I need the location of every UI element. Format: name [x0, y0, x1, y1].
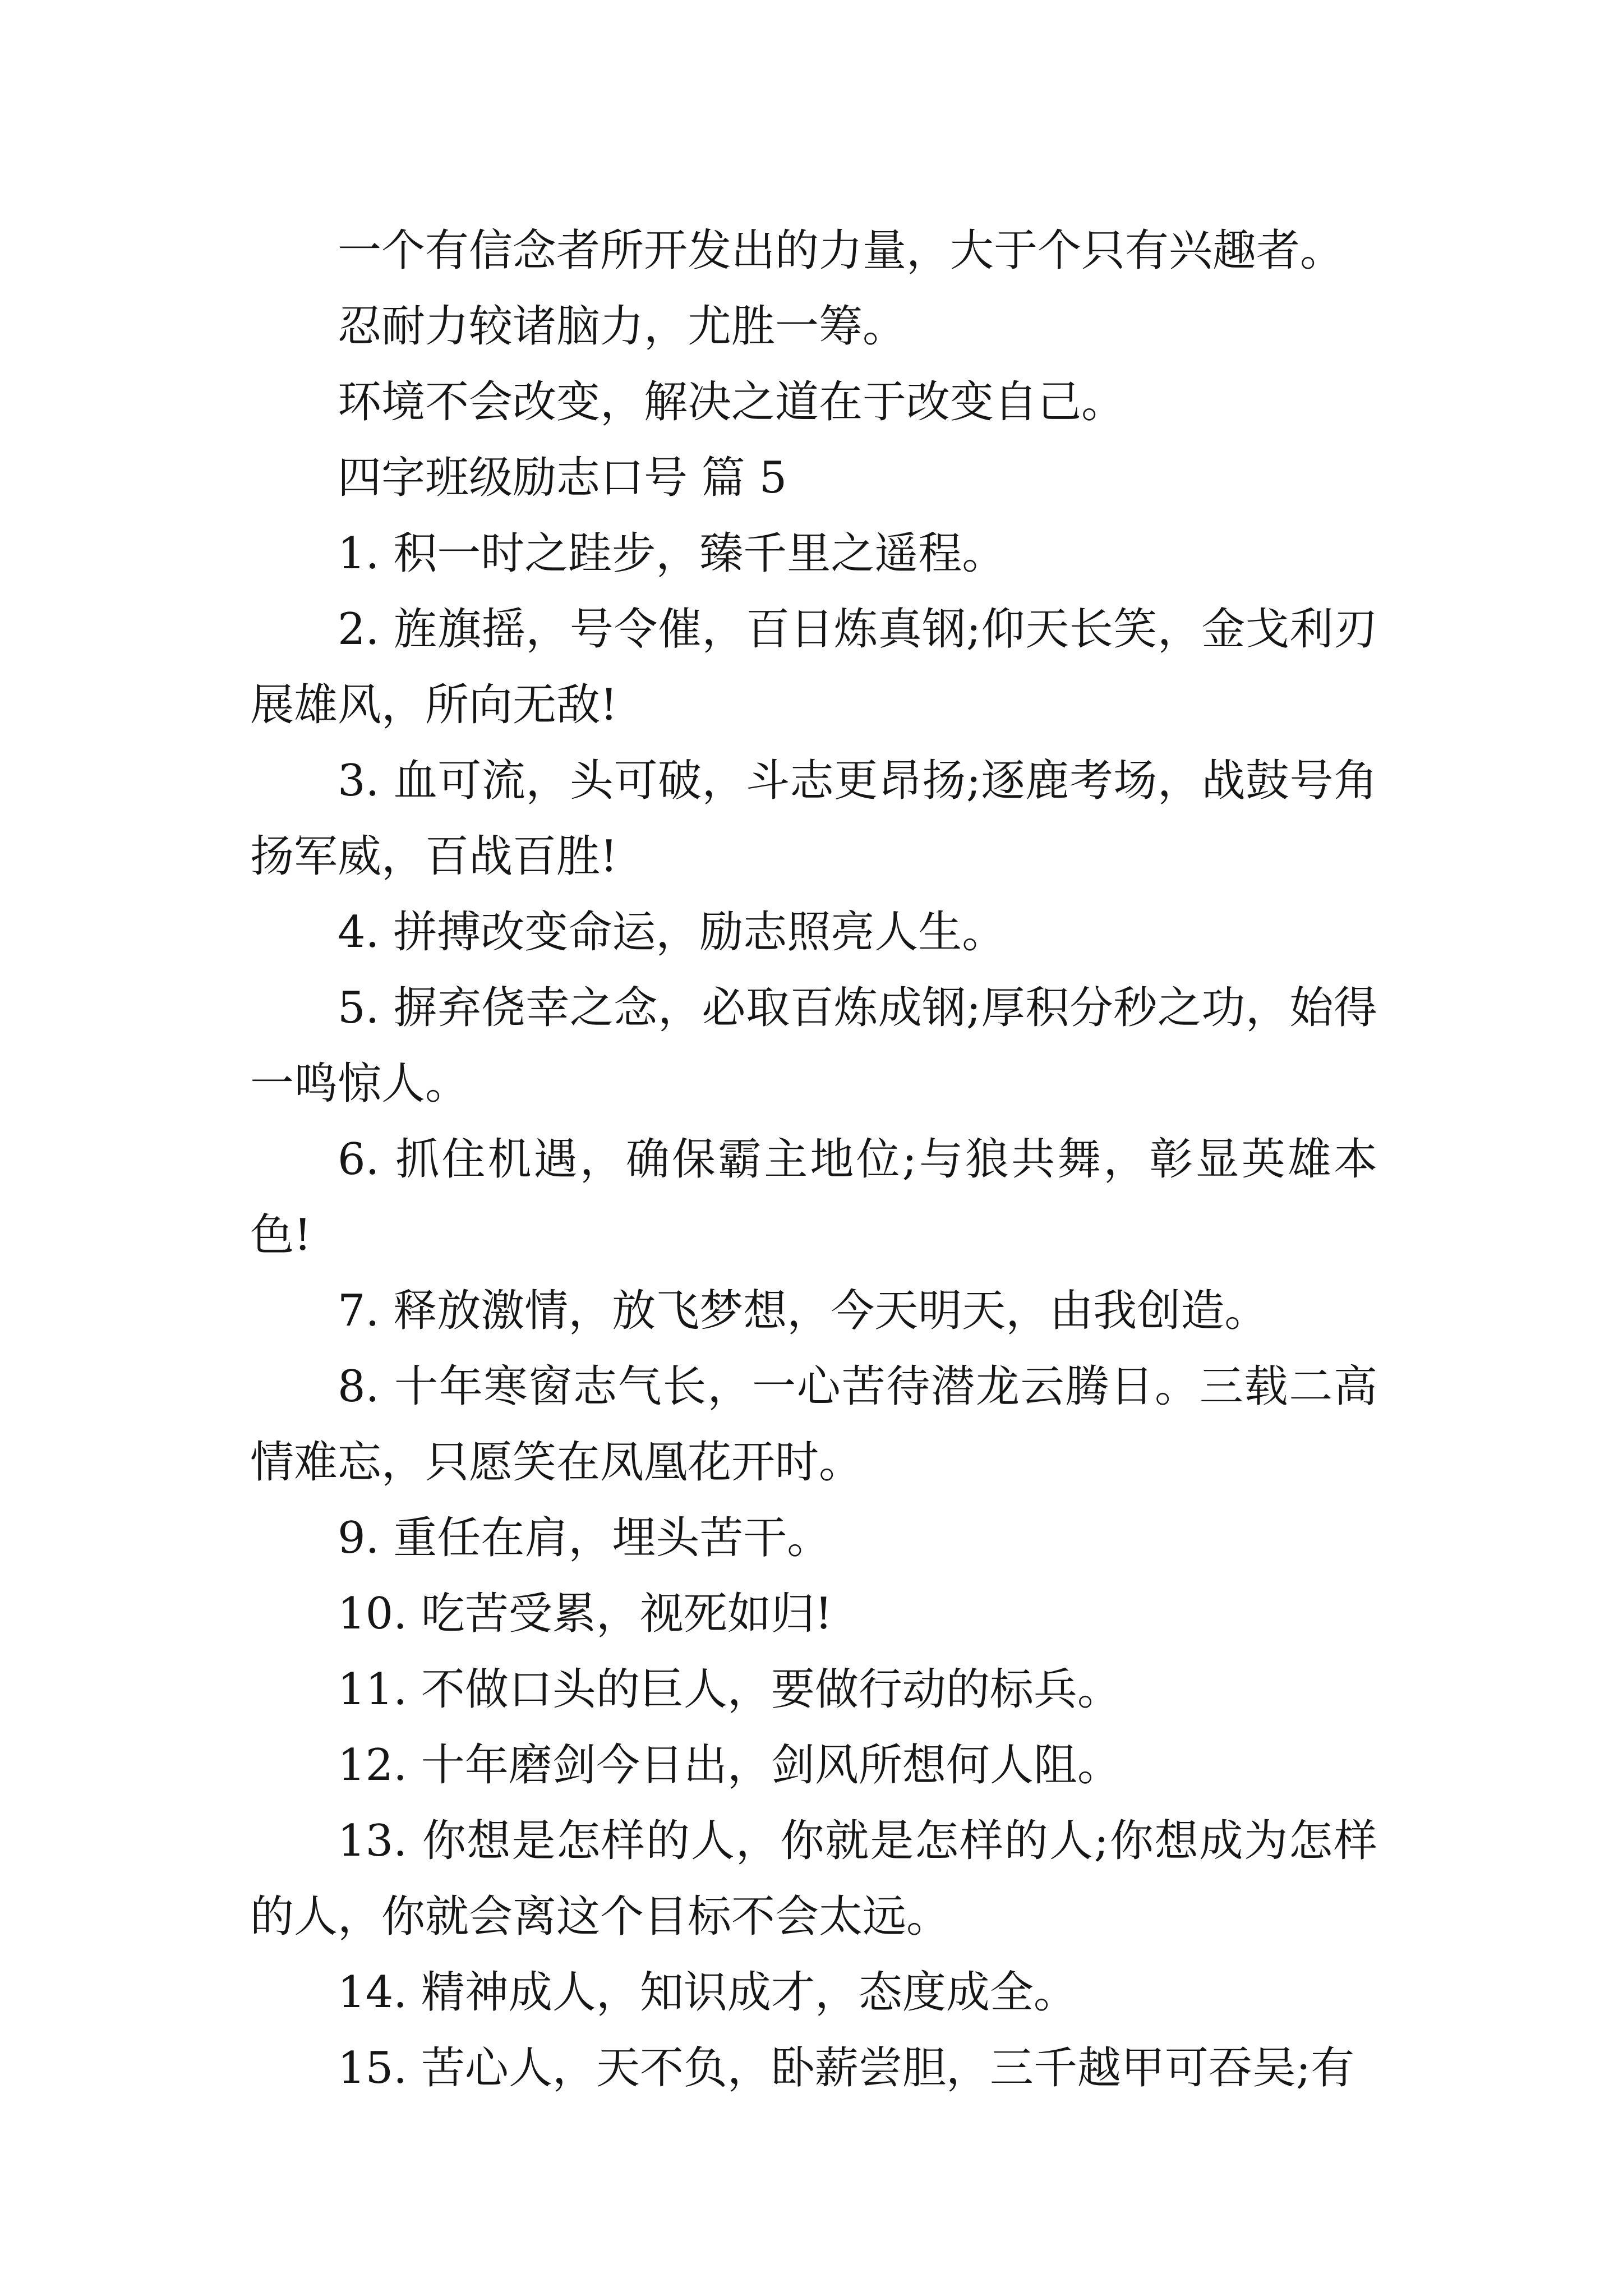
list-item: 11. 不做口头的巨人，要做行动的标兵。 — [338, 1664, 1121, 1715]
paragraph: 一个有信念者所开发出的力量，大于个只有兴趣者。 — [338, 226, 1344, 276]
list-item: 3. 血可流，头可破，斗志更昂扬;逐鹿考场，战鼓号角扬军威，百战百胜! — [250, 756, 1377, 882]
list-item: 14. 精神成人，知识成才，态度成全。 — [338, 1967, 1077, 2018]
list-item: 1. 积一时之跬步，臻千里之遥程。 — [338, 528, 1006, 579]
list-item: 2. 旌旗摇，号令催，百日炼真钢;仰天长笑，金戈利刃展雄风，所向无敌! — [250, 604, 1377, 730]
list-item: 15. 苦心人，天不负，卧薪尝胆，三千越甲可吞吴;有 — [338, 2043, 1355, 2093]
list-item: 10. 吃苦受累，视死如归! — [338, 1589, 833, 1639]
paragraph: 忍耐力较诸脑力，尤胜一筹。 — [338, 301, 907, 352]
paragraph: 环境不会改变，解决之道在于改变自己。 — [338, 377, 1126, 427]
document-body — [250, 213, 1377, 2106]
section-heading: 四字班级励志口号 篇 5 — [338, 453, 787, 503]
list-item: 8. 十年寒窗志气长，一心苦待潜龙云腾日。三载二高情难忘，只愿笑在凤凰花开时。 — [250, 1361, 1377, 1488]
list-item: 9. 重任在肩，埋头苦干。 — [338, 1513, 831, 1563]
list-item: 13. 你想是怎样的人，你就是怎样的人;你想成为怎样的人，你就会离这个目标不会太远。 — [250, 1816, 1377, 1942]
list-item: 4. 拼搏改变命运，励志照亮人生。 — [338, 907, 1006, 958]
list-item: 7. 释放激情，放飞梦想，今天明天，由我创造。 — [338, 1286, 1269, 1336]
list-item: 5. 摒弃侥幸之念，必取百炼成钢;厚积分秒之功，始得一鸣惊人。 — [250, 983, 1377, 1109]
list-item: 6. 抓住机遇，确保霸主地位;与狼共舞，彰显英雄本色! — [250, 1134, 1377, 1260]
list-item: 12. 十年磨剑今日出，剑风所想何人阻。 — [338, 1740, 1121, 1791]
